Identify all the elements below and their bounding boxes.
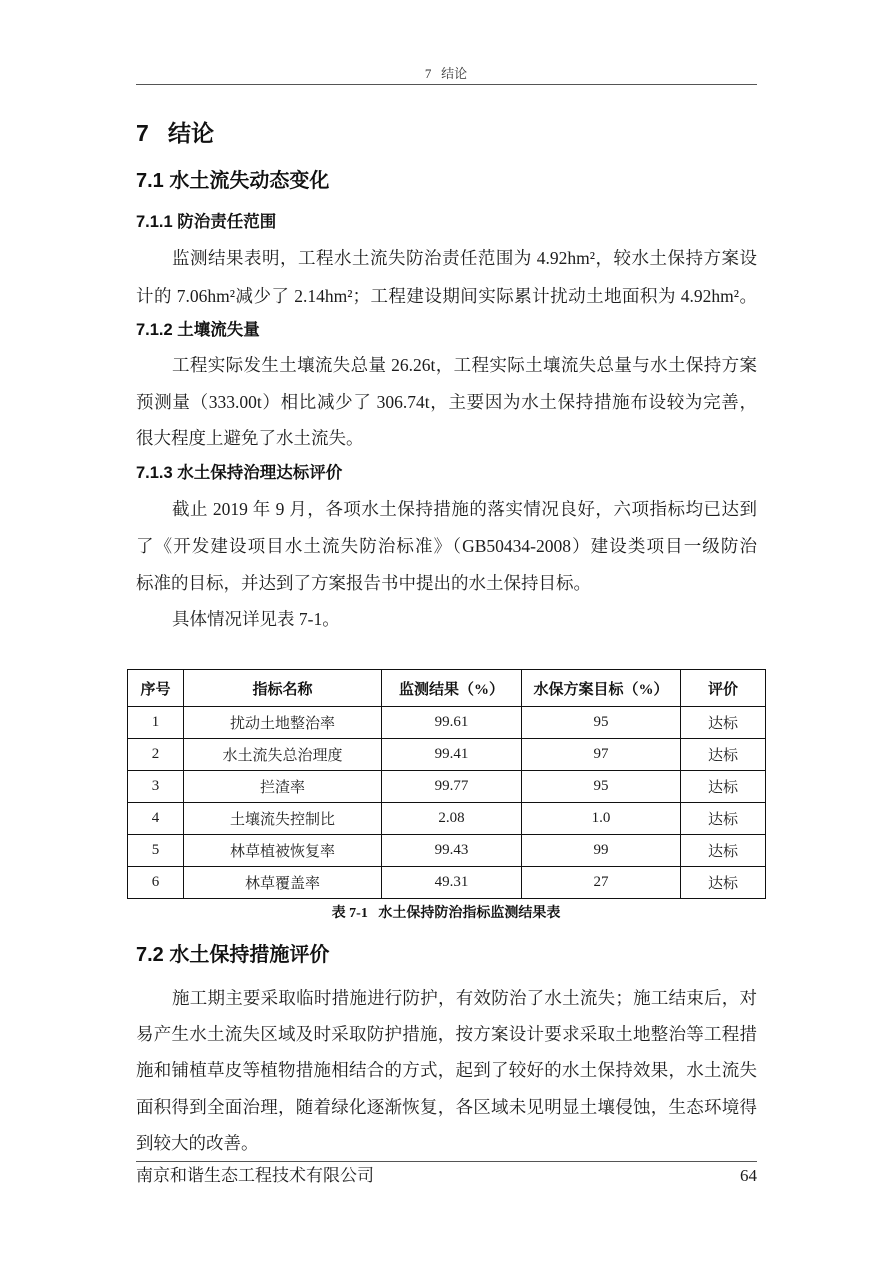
- table-caption: 表 7-1 水土保持防治指标监测结果表: [331, 906, 561, 921]
- table-cell: 6: [128, 867, 184, 899]
- table-cell: 99.41: [382, 739, 522, 771]
- table-cell: 5: [128, 835, 184, 867]
- table-cell: 95: [522, 707, 681, 739]
- table-cell: 1.0: [522, 803, 681, 835]
- table-cell: 达标: [681, 707, 766, 739]
- table-cell: 达标: [681, 739, 766, 771]
- table-reference-line: 具体情况详见表 7-1。: [172, 609, 340, 629]
- paragraph-line: 监测结果表明，工程水土流失防治责任范围为 4.92hm²，较水土保持方案设: [172, 248, 757, 268]
- table-cell: 99.77: [382, 771, 522, 803]
- table-cell: 49.31: [382, 867, 522, 899]
- table-cell: 99.43: [382, 835, 522, 867]
- column-header: 监测结果（%）: [382, 670, 522, 707]
- table-cell: 林草植被恢复率: [184, 835, 382, 867]
- table-cell: 4: [128, 803, 184, 835]
- column-header: 指标名称: [184, 670, 382, 707]
- page-number: 64: [740, 1166, 757, 1185]
- paragraph-line: 面积得到全面治理，随着绿化逐渐恢复，各区域未见明显土壤侵蚀，生态环境得: [136, 1097, 757, 1117]
- table-cell: 99.61: [382, 707, 522, 739]
- table-header-row: [128, 670, 766, 707]
- paragraph-line: 预测量（333.00t）相比减少了 306.74t，主要因为水土保持措施布设较为完善，: [136, 392, 757, 412]
- table-row: [128, 867, 766, 899]
- paragraph-line: 工程实际发生土壤流失总量 26.26t，工程实际土壤流失总量与水土保持方案: [172, 355, 757, 375]
- paragraph-line: 计的 7.06hm²减少了 2.14hm²；工程建设期间实际累计扰动土地面积为 4.92hm²。: [136, 286, 757, 306]
- table-cell: 95: [522, 771, 681, 803]
- subsection-heading: 7.1.3 水土保持治理达标评价: [136, 464, 343, 482]
- table-row: [128, 835, 766, 867]
- table-cell: 达标: [681, 771, 766, 803]
- running-header: 7 结论: [424, 66, 468, 81]
- table-cell: 3: [128, 771, 184, 803]
- paragraph-line: 截止 2019 年 9 月，各项水土保持措施的落实情况良好，六项指标均已达到: [172, 499, 757, 519]
- footer-rule: [136, 1161, 757, 1162]
- table-cell: 97: [522, 739, 681, 771]
- paragraph-line: 易产生水土流失区域及时采取防护措施，按方案设计要求采取土地整治等工程措: [136, 1024, 757, 1044]
- table-cell: 27: [522, 867, 681, 899]
- table-cell: 1: [128, 707, 184, 739]
- footer-company: 南京和谐生态工程技术有限公司: [136, 1166, 374, 1185]
- table-cell: 达标: [681, 803, 766, 835]
- paragraph-line: 施工期主要采取临时措施进行防护，有效防治了水土流失；施工结束后，对: [172, 988, 757, 1008]
- column-header: 评价: [681, 670, 766, 707]
- column-header: 序号: [128, 670, 184, 707]
- subsection-heading: 7.1.1 防治责任范围: [136, 213, 277, 231]
- table-cell: 2.08: [382, 803, 522, 835]
- table-cell: 99: [522, 835, 681, 867]
- table-cell: 拦渣率: [184, 771, 382, 803]
- table-cell: 扰动土地整治率: [184, 707, 382, 739]
- table-cell: 土壤流失控制比: [184, 803, 382, 835]
- table-row: [128, 771, 766, 803]
- results-table: [127, 669, 766, 899]
- header-rule: [136, 84, 757, 85]
- paragraph-line: 标准的目标，并达到了方案报告书中提出的水土保持目标。: [136, 573, 591, 593]
- section-heading: 7.1 水土流失动态变化: [136, 170, 330, 192]
- paragraph-line: 施和铺植草皮等植物措施相结合的方式，起到了较好的水土保持效果，水土流失: [136, 1060, 757, 1080]
- table-row: [128, 707, 766, 739]
- table-cell: 达标: [681, 835, 766, 867]
- table-cell: 林草覆盖率: [184, 867, 382, 899]
- section-heading: 7.2 水土保持措施评价: [136, 944, 330, 966]
- table-cell: 2: [128, 739, 184, 771]
- table-cell: 达标: [681, 867, 766, 899]
- subsection-heading: 7.1.2 土壤流失量: [136, 321, 260, 339]
- column-header: 水保方案目标（%）: [522, 670, 681, 707]
- paragraph-line: 了《开发建设项目水土流失防治标准》（GB50434-2008）建设类项目一级防治: [136, 536, 757, 556]
- table-row: [128, 739, 766, 771]
- paragraph-line: 很大程度上避免了水土流失。: [136, 428, 364, 448]
- chapter-title: 7 结论: [136, 120, 214, 146]
- paragraph-line: 到较大的改善。: [136, 1133, 259, 1153]
- table-cell: 水土流失总治理度: [184, 739, 382, 771]
- table-row: [128, 803, 766, 835]
